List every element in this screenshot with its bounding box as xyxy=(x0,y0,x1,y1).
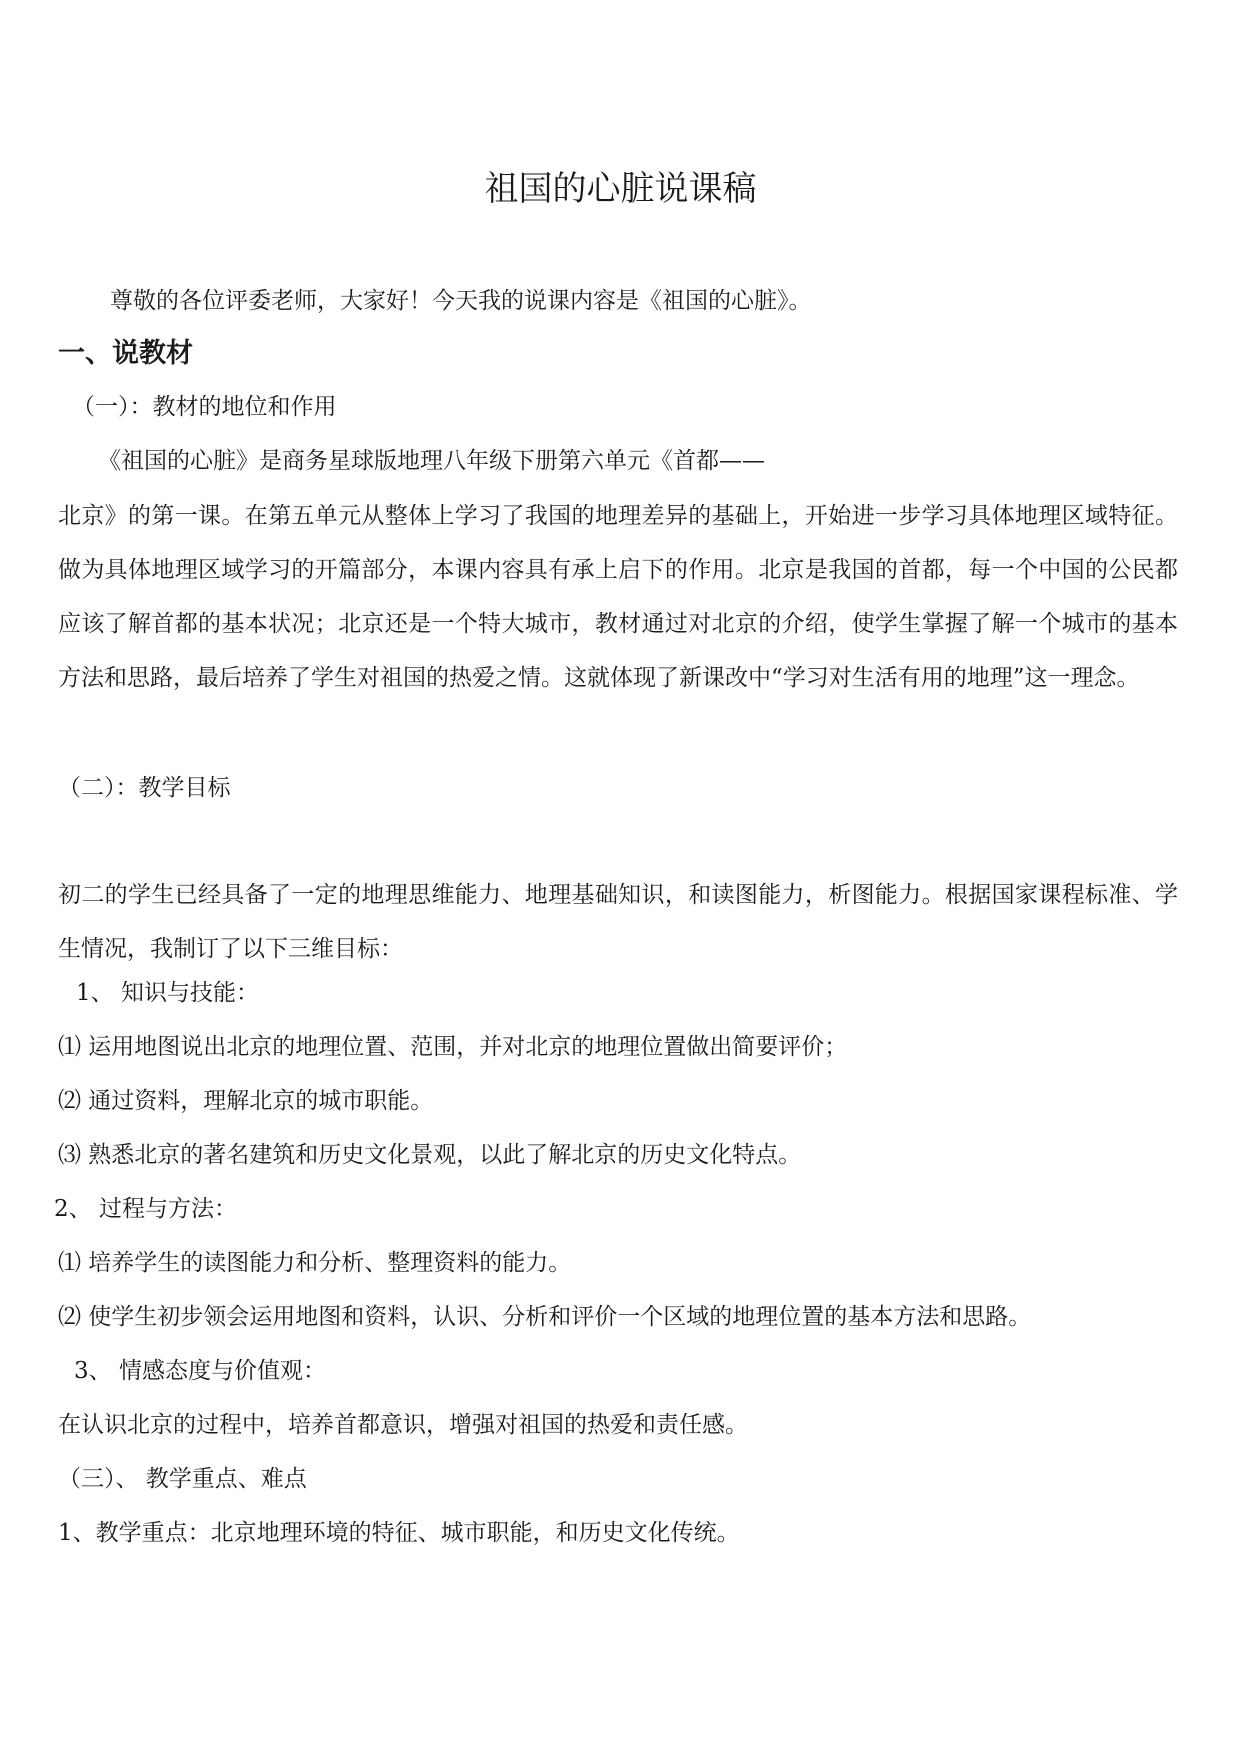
goal-item: ⑴ 运用地图说出北京的地理位置、范围，并对北京的地理位置做出简要评价； xyxy=(58,1034,848,1060)
section-heading-textbook: 一、说教材 xyxy=(58,338,193,369)
objectives-intro-paragraph: 初二的学生已经具备了一定的地理思维能力、地理基础知识，和读图能力，析图能力。根据国家课程标准、学生情况，我制订了以下三维目标： xyxy=(58,882,1178,962)
greeting-line: 尊敬的各位评委老师，大家好！今天我的说课内容是《祖国的心脏》。 xyxy=(110,288,812,314)
subsection-heading-position: （一）：教材的地位和作用 xyxy=(72,394,337,420)
subsection-heading-key-points: （三）、 教学重点、难点 xyxy=(58,1466,307,1492)
goal-item: ⑴ 培养学生的读图能力和分析、整理资料的能力。 xyxy=(58,1250,572,1276)
key-point-line: 1、教学重点：北京地理环境的特征、城市职能，和历史文化传统。 xyxy=(58,1520,740,1546)
subsection-heading-objectives: （二）：教学目标 xyxy=(58,775,231,801)
goal-item: ⑵ 使学生初步领会运用地图和资料，认识、分析和评价一个区域的地理位置的基本方法和思路。 xyxy=(58,1304,1032,1330)
goal-item: ⑵ 通过资料，理解北京的城市职能。 xyxy=(58,1088,434,1114)
paragraph-first-line: 《祖国的心脏》是商务星球版地理八年级下册第六单元《首都—— xyxy=(98,448,765,474)
textbook-role-paragraph: 北京》的第一课。在第五单元从整体上学习了我国的地理差异的基础上，开始进一步学习具体地理区域特征。做为具体地理区域学习的开篇部分，本课内容具有承上启下的作用。北京是我国的首都，每一个中国的公民都应该了解首都的基本状况；北京还是一个特大城市，教材通过对北京的介绍，使学生掌握了解一个城市的基本方法和思路，最后培养了学生对祖国的热爱之情。这就体现了新课改中“学习对生活有用的地理”这一理念。 xyxy=(58,503,1178,691)
goal-heading-process: 2、 过程与方法： xyxy=(54,1196,237,1222)
goal-item: ⑶ 熟悉北京的著名建筑和历史文化景观，以此了解北京的历史文化特点。 xyxy=(58,1142,802,1168)
goal-values-text: 在认识北京的过程中，培养首都意识，增强对祖国的热爱和责任感。 xyxy=(58,1412,748,1438)
goal-heading-values: 3、 情感态度与价值观： xyxy=(74,1358,326,1384)
document-title: 祖国的心脏说课稿 xyxy=(484,169,757,209)
goal-heading-knowledge: 1、 知识与技能： xyxy=(76,980,259,1006)
